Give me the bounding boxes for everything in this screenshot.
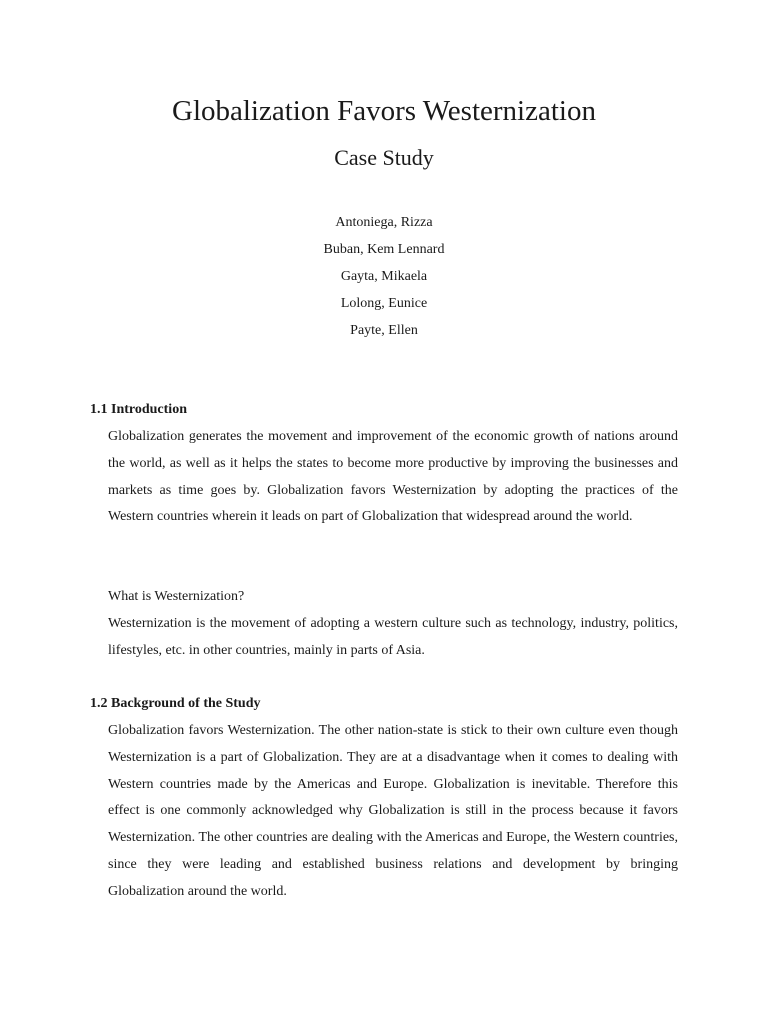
author-list: [0, 209, 768, 344]
author-name: Buban, Kem Lennard: [323, 242, 445, 257]
westernization-definition: Westernization is the movement of adopting a western culture such as technology, industry, politics, lifestyles, etc. in other countries, mainly in parts of Asia.: [108, 616, 678, 658]
section-heading-background: 1.2 Background of the Study: [90, 696, 261, 711]
author-name: Payte, Ellen: [350, 323, 418, 338]
author-name: Gayta, Mikaela: [340, 269, 428, 284]
section-heading-introduction: 1.1 Introduction: [90, 402, 187, 417]
document-title: Globalization Favors Westernization: [172, 95, 596, 127]
author-name: Lolong, Eunice: [340, 296, 428, 311]
background-paragraph: Globalization favors Westernization. The other nation-state is stick to their own culture even though Westernization is a part of Globalization. They are at a disadvantage when it comes to dealing with Western countries made by the Americas and Europe. Globalization is inevitable. Therefore this effect is one commonly acknowledged why Globalization is still in the process because it favors Westernization. The other countries are dealing with the Americas and Europe, the Western countries, since they were leading and established business relations and development by bringing Globalization around the world.: [108, 723, 678, 899]
westernization-question: What is Westernization?: [108, 589, 245, 604]
introduction-paragraph: Globalization generates the movement and improvement of the economic growth of nations around the world, as well as it helps the states to become more productive by improving the businesses and markets as time goes by. Globalization favors Westernization by adopting the practices of the Western countries wherein it leads on part of Globalization that widespread around the world.: [108, 429, 678, 525]
document-subtitle: Case Study: [334, 145, 434, 170]
author-name: Antoniega, Rizza: [335, 215, 433, 230]
